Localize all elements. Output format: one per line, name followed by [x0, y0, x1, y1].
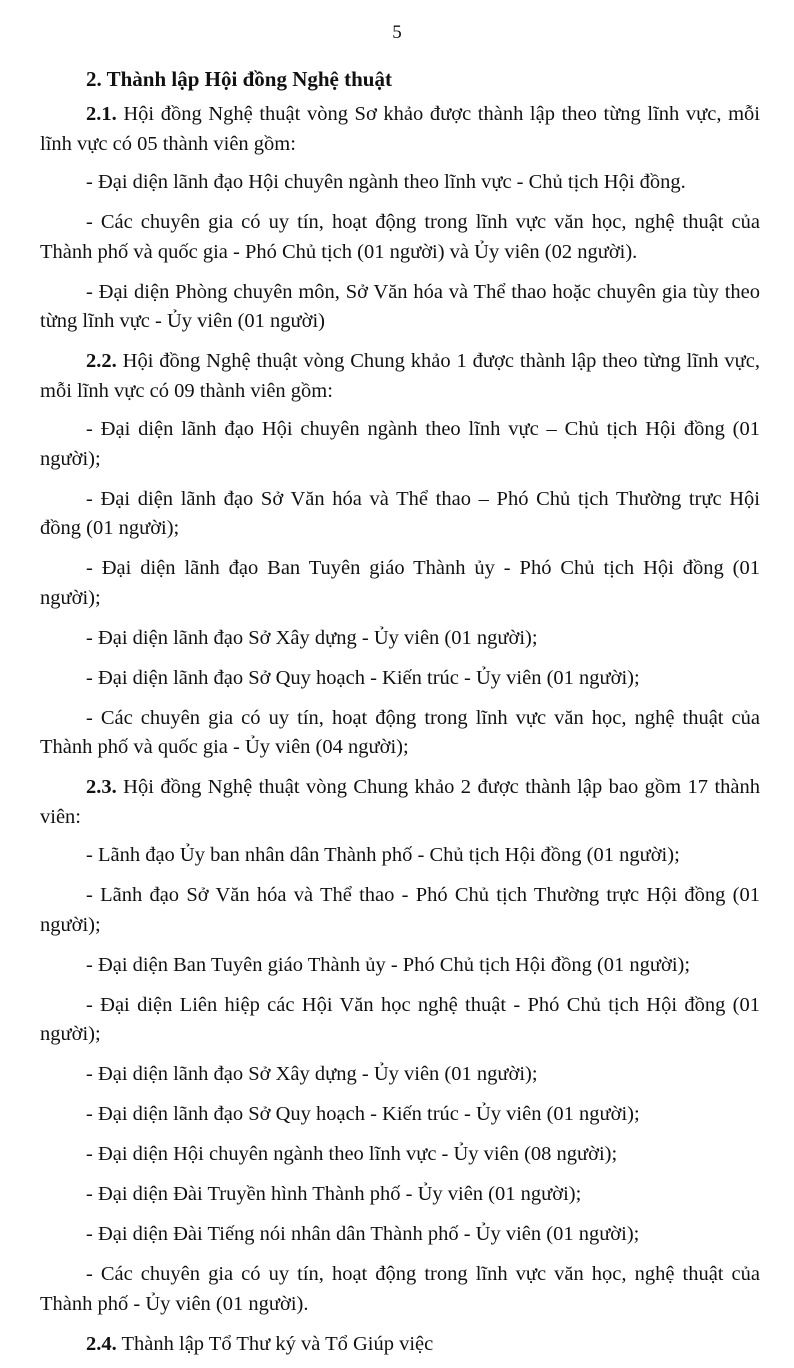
list-item: - Đại diện Liên hiệp các Hội Văn học nghệ thuật - Phó Chủ tịch Hội đồng (01 người);: [40, 993, 760, 1045]
subsection-text: Hội đồng Nghệ thuật vòng Chung khảo 1 được thành lập theo từng lĩnh vực, mỗi lĩnh vực có 09 thành viên gồm:: [40, 350, 760, 402]
subsection-2-1-lead: [40, 100, 760, 159]
list-item: - Lãnh đạo Sở Văn hóa và Thể thao - Phó Chủ tịch Thường trực Hội đồng (01 người);: [40, 884, 760, 936]
subsection-text: Thành lập Tổ Thư ký và Tổ Giúp việc: [116, 1332, 434, 1355]
subsection-2-4-lead: [40, 1330, 760, 1360]
list-item: - Đại diện Ban Tuyên giáo Thành ủy - Phó Chủ tịch Hội đồng (01 người);: [86, 953, 691, 976]
list-item: - Đại diện lãnh đạo Sở Xây dựng - Ủy viên (01 người);: [86, 626, 538, 649]
list-item: - Đại diện lãnh đạo Sở Văn hóa và Thể thao – Phó Chủ tịch Thường trực Hội đồng (01 người);: [40, 487, 760, 539]
subsection-number: 2.3.: [86, 776, 117, 798]
list-item: - Đại diện Hội chuyên ngành theo lĩnh vực - Ủy viên (08 người);: [86, 1143, 618, 1165]
list-item: - Lãnh đạo Ủy ban nhân dân Thành phố - Chủ tịch Hội đồng (01 người);: [86, 844, 680, 866]
page-number: 5: [392, 22, 402, 43]
subsection-2-2-lead: [40, 347, 760, 406]
list-item: - Các chuyên gia có uy tín, hoạt động trong lĩnh vực văn học, nghệ thuật của Thành phố - Ủy viên (01 người).: [40, 1263, 760, 1315]
list-item: - Đại diện lãnh đạo Sở Quy hoạch - Kiến trúc - Ủy viên (01 người);: [86, 1103, 640, 1125]
list-item: - Đại diện Đài Truyền hình Thành phố - Ủy viên (01 người);: [86, 1183, 582, 1205]
list-item: - Đại diện lãnh đạo Hội chuyên ngành theo lĩnh vực – Chủ tịch Hội đồng (01 người);: [40, 418, 760, 470]
subsection-text: Hội đồng Nghệ thuật vòng Chung khảo 2 được thành lập bao gồm 17 thành viên:: [40, 776, 760, 828]
list-item: - Đại diện Đài Tiếng nói nhân dân Thành phố - Ủy viên (01 người);: [86, 1223, 640, 1245]
list-item: - Các chuyên gia có uy tín, hoạt động trong lĩnh vực văn học, nghệ thuật của Thành phố và quốc gia - Phó Chủ tịch (01 người) và Ủy viên (02 người).: [40, 211, 760, 263]
list-item: - Đại diện Phòng chuyên môn, Sở Văn hóa và Thể thao hoặc chuyên gia tùy theo từng lĩnh vực - Ủy viên (01 người): [40, 280, 760, 332]
subsection-text: Hội đồng Nghệ thuật vòng Sơ khảo được thành lập theo từng lĩnh vực, mỗi lĩnh vực có 05 thành viên gồm:: [40, 103, 760, 155]
list-item: - Đại diện lãnh đạo Sở Quy hoạch - Kiến trúc - Ủy viên (01 người);: [86, 666, 640, 689]
document-body: [40, 64, 760, 1368]
list-item: - Đại diện lãnh đạo Hội chuyên ngành theo lĩnh vực - Chủ tịch Hội đồng.: [86, 171, 686, 193]
subsection-2-3-lead: [40, 773, 760, 832]
subsection-number: 2.1.: [86, 103, 117, 125]
list-item: - Đại diện lãnh đạo Sở Xây dựng - Ủy viên (01 người);: [86, 1063, 538, 1085]
subsection-number: 2.4.: [86, 1332, 117, 1355]
subsection-number: 2.2.: [86, 350, 117, 372]
section-heading: 2. Thành lập Hội đồng Nghệ thuật: [86, 67, 392, 91]
list-item: - Đại diện lãnh đạo Ban Tuyên giáo Thành ủy - Phó Chủ tịch Hội đồng (01 người);: [40, 557, 760, 609]
list-item: - Các chuyên gia có uy tín, hoạt động trong lĩnh vực văn học, nghệ thuật của Thành phố và quốc gia - Ủy viên (04 người);: [40, 706, 760, 758]
